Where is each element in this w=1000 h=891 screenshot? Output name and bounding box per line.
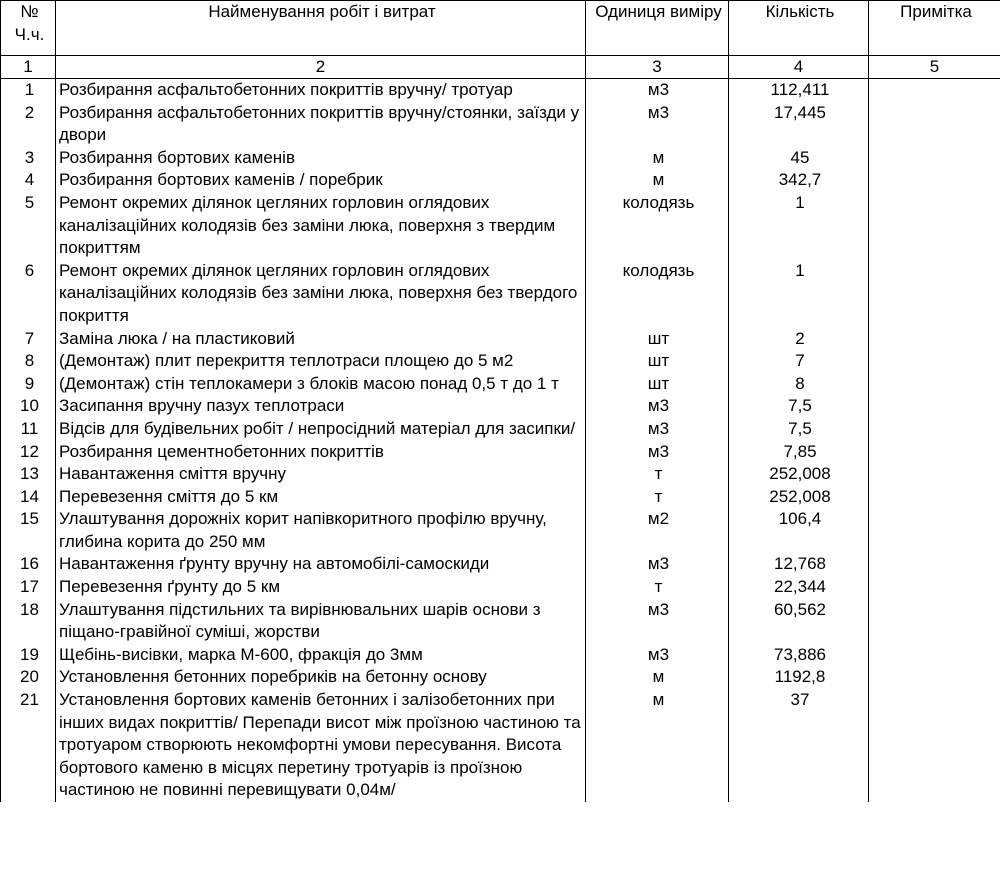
table-row [1,418,1000,441]
row-note [869,373,1000,396]
row-number: 18 [1,599,56,644]
table-row [1,395,1000,418]
row-work-name: (Демонтаж) стін теплокамери з блоків масою понад 0,5 т до 1 т [56,373,586,396]
table-row [1,599,1000,644]
row-unit: м3 [586,599,729,644]
row-note [869,169,1000,192]
table-row [1,644,1000,667]
row-number: 20 [1,666,56,689]
row-note [869,102,1000,147]
row-note [869,553,1000,576]
row-note [869,486,1000,509]
row-quantity: 252,008 [729,463,869,486]
row-quantity: 106,4 [729,508,869,553]
row-note [869,260,1000,328]
row-note [869,508,1000,553]
row-work-name: Розбирання асфальтобетонних покриттів вручну/стоянки, заїзди у двори [56,102,586,147]
row-number: 21 [1,689,56,802]
row-number: 15 [1,508,56,553]
row-work-name: Перевезення ґрунту до 5 км [56,576,586,599]
row-quantity: 252,008 [729,486,869,509]
table-row [1,441,1000,464]
row-note [869,441,1000,464]
column-number: 2 [56,56,586,79]
table-row [1,350,1000,373]
table-row [1,576,1000,599]
row-quantity: 60,562 [729,599,869,644]
row-quantity: 7,5 [729,418,869,441]
row-note [869,463,1000,486]
row-work-name: Розбирання бортових каменів / поребрик [56,169,586,192]
row-work-name: Заміна люка / на пластиковий [56,328,586,351]
row-work-name: Розбирання бортових каменів [56,147,586,170]
row-unit: м [586,169,729,192]
row-number: 5 [1,192,56,260]
header-name: Найменування робіт і витрат [56,1,586,56]
table-row [1,192,1000,260]
row-quantity: 17,445 [729,102,869,147]
row-work-name: Улаштування дорожніх корит напівкоритного профілю вручну, глибина корита до 250 мм [56,508,586,553]
table-row [1,169,1000,192]
header-row [1,1,1000,56]
row-note [869,395,1000,418]
row-number: 17 [1,576,56,599]
row-unit: м [586,666,729,689]
row-work-name: Улаштування підстильних та вирівнювальних шарів основи з піщано-гравійної суміші, жорстви [56,599,586,644]
row-unit: т [586,576,729,599]
row-quantity: 8 [729,373,869,396]
row-work-name: Щебінь-висівки, марка М-600, фракція до 3мм [56,644,586,667]
row-number: 16 [1,553,56,576]
table-row [1,328,1000,351]
row-unit: шт [586,350,729,373]
row-note [869,599,1000,644]
row-number: 7 [1,328,56,351]
row-quantity: 22,344 [729,576,869,599]
row-number: 13 [1,463,56,486]
row-unit: м3 [586,79,729,102]
row-quantity: 342,7 [729,169,869,192]
row-note [869,350,1000,373]
row-quantity: 1192,8 [729,666,869,689]
row-unit: т [586,486,729,509]
row-note [869,644,1000,667]
column-number: 1 [1,56,56,79]
row-work-name: Ремонт окремих ділянок цегляних горловин оглядових каналізаційних колодязів без заміни люка, поверхня без твердого покриття [56,260,586,328]
row-unit: шт [586,328,729,351]
row-note [869,328,1000,351]
row-work-name: Установлення бетонних поребриків на бетонну основу [56,666,586,689]
row-number: 11 [1,418,56,441]
row-quantity: 37 [729,689,869,802]
row-unit: шт [586,373,729,396]
row-work-name: Розбирання цементнобетонних покриттів [56,441,586,464]
table-row [1,373,1000,396]
row-work-name: Установлення бортових каменів бетонних і залізобетонних при інших видах покриттів/ Перепади висот між проїзною частиною та тротуаром створюють некомфортні умови пересування. Висота бортового каменю в місцях перетину тротуарів із проїзною частиною не повинні перевищувати 0,04м/ [56,689,586,802]
row-unit: м2 [586,508,729,553]
row-quantity: 1 [729,192,869,260]
row-unit: м [586,147,729,170]
row-note [869,689,1000,802]
row-work-name: Відсів для будівельних робіт / непросідний матеріал для засипки/ [56,418,586,441]
table-row [1,486,1000,509]
row-work-name: Навантаження ґрунту вручну на автомобілі-самоскиди [56,553,586,576]
table-row [1,689,1000,802]
row-work-name: Ремонт окремих ділянок цегляних горловин оглядових каналізаційних колодязів без заміни люка, поверхня з твердим покриттям [56,192,586,260]
row-quantity: 112,411 [729,79,869,102]
header-qty: Кількість [729,1,869,56]
row-number: 12 [1,441,56,464]
table-row [1,79,1000,102]
row-number: 19 [1,644,56,667]
row-work-name: Перевезення сміття до 5 км [56,486,586,509]
row-quantity: 45 [729,147,869,170]
row-unit: т [586,463,729,486]
column-number: 3 [586,56,729,79]
row-number: 8 [1,350,56,373]
row-work-name: Навантаження сміття вручну [56,463,586,486]
row-quantity: 73,886 [729,644,869,667]
table-row [1,553,1000,576]
row-quantity: 1 [729,260,869,328]
table-row [1,463,1000,486]
row-number: 1 [1,79,56,102]
row-unit: м3 [586,441,729,464]
row-unit: колодязь [586,192,729,260]
row-number: 9 [1,373,56,396]
table-row [1,147,1000,170]
row-number: 2 [1,102,56,147]
row-quantity: 2 [729,328,869,351]
row-unit: м3 [586,102,729,147]
header-note: Примітка [869,1,1000,56]
table-row [1,508,1000,553]
row-note [869,576,1000,599]
row-unit: м3 [586,418,729,441]
row-unit: м3 [586,395,729,418]
row-number: 3 [1,147,56,170]
header-unit: Одиниця виміру [586,1,729,56]
row-unit: м3 [586,644,729,667]
column-number-row [1,56,1000,79]
row-quantity: 7 [729,350,869,373]
row-note [869,418,1000,441]
row-quantity: 7,5 [729,395,869,418]
row-quantity: 12,768 [729,553,869,576]
row-note [869,666,1000,689]
row-work-name: Розбирання асфальтобетонних покриттів вручну/ тротуар [56,79,586,102]
row-note [869,147,1000,170]
row-unit: колодязь [586,260,729,328]
header-no: № Ч.ч. [1,1,56,56]
row-unit: м3 [586,553,729,576]
row-number: 4 [1,169,56,192]
row-note [869,192,1000,260]
row-work-name: Засипання вручну пазух теплотраси [56,395,586,418]
row-unit: м [586,689,729,802]
column-number: 4 [729,56,869,79]
row-note [869,79,1000,102]
column-number: 5 [869,56,1000,79]
table-row [1,666,1000,689]
row-number: 6 [1,260,56,328]
row-quantity: 7,85 [729,441,869,464]
row-number: 10 [1,395,56,418]
table-row [1,260,1000,328]
table-row [1,102,1000,147]
row-work-name: (Демонтаж) плит перекриття теплотраси площею до 5 м2 [56,350,586,373]
row-number: 14 [1,486,56,509]
